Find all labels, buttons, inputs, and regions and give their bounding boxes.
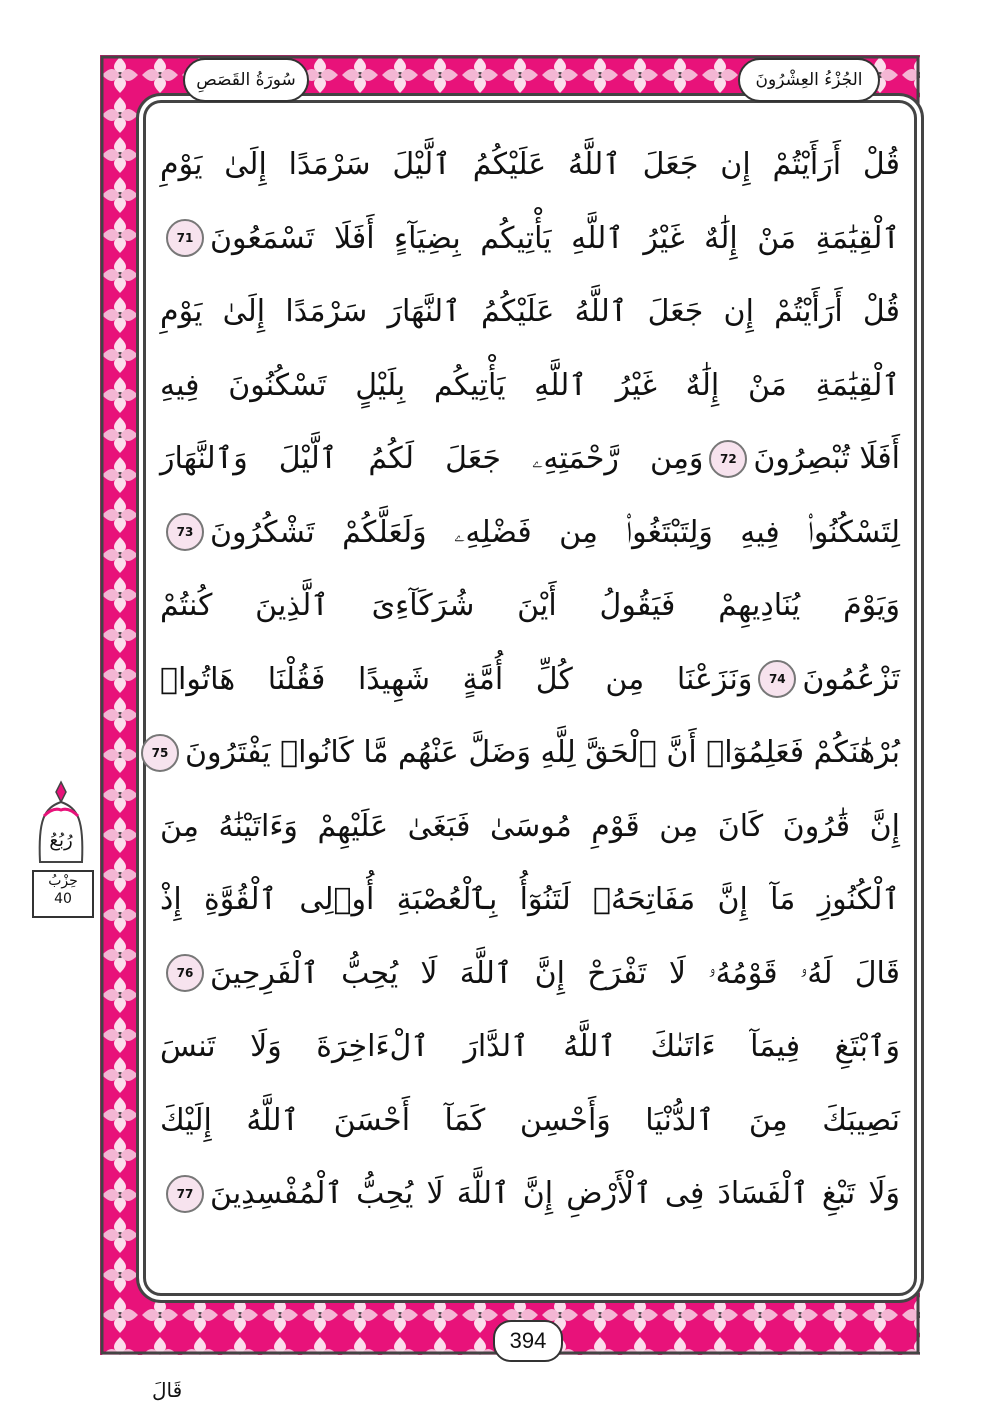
line-text: وَٱبْتَغِ فِيمَآ ءَاتَىٰكَ ٱللَّهُ ٱلدَّارَ ٱلْءَاخِرَةَ وَلَا تَنسَ [160, 1029, 900, 1065]
verse-line [160, 790, 900, 864]
verse-line [160, 643, 900, 717]
line-text: ٱلْكُنُوزِ مَآ إِنَّ مَفَاتِحَهُۥ لَتَنُوٓأُ بِٱلْعُصْبَةِ أُو۟لِى ٱلْقُوَّةِ إِذْ [160, 882, 900, 918]
hizb-word: حِزْبُ [48, 873, 78, 889]
verse-lines [151, 128, 900, 1231]
verse-line [160, 863, 900, 937]
surah-name-label: سُورَةُ القَصَصِ [183, 58, 309, 102]
page-number: 394 [493, 1320, 563, 1362]
line-text: قُلْ أَرَأَيْتُمْ إِن جَعَلَ ٱللَّهُ عَلَيْكُمُ ٱلَّيْلَ سَرْمَدًا إِلَىٰ يَوْمِ [160, 147, 900, 183]
line-text: ٱلْقِيَٰمَةِ مَنْ إِلَٰهٌ غَيْرُ ٱللَّهِ يَأْتِيكُم بِلَيْلٍ تَسْكُنُونَ فِيهِ [160, 367, 900, 403]
line-text: نَصِيبَكَ مِنَ ٱلدُّنْيَا وَأَحْسِن كَمَآ أَحْسَنَ ٱللَّهُ إِلَيْكَ [160, 1102, 900, 1138]
ayah-number-marker: 77 [166, 1175, 204, 1213]
verse-line [151, 716, 900, 790]
verse-line [160, 569, 900, 643]
hizb-marker [30, 780, 92, 920]
ayah-number-marker: 73 [166, 513, 204, 551]
rub-label: رُبُعُ [49, 829, 73, 851]
line-text: أَفَلَا تُبْصِرُونَ [753, 441, 900, 477]
ayah-number-marker: 74 [758, 660, 796, 698]
verse-line [160, 275, 900, 349]
line-text: وَيَوْمَ يُنَادِيهِمْ فَيَقُولُ أَيْنَ شُرَكَآءِىَ ٱلَّذِينَ كُنتُمْ [160, 588, 900, 624]
verse-line [160, 202, 900, 276]
verse-line [160, 422, 900, 496]
ayah-number-marker: 71 [166, 219, 204, 257]
verse-line [160, 496, 900, 570]
ayah-number-marker: 72 [709, 440, 747, 478]
line-text: بُرْهَٰنَكُمْ فَعَلِمُوٓا۟ أَنَّ ٱلْحَقَّ لِلَّهِ وَضَلَّ عَنْهُم مَّا كَانُوا۟ يَفْتَرُونَ [184, 735, 900, 771]
verse-line [160, 1010, 900, 1084]
line-text-continued: وَنَزَعْنَا مِن كُلِّ أُمَّةٍ شَهِيدًا فَقُلْنَا هَاتُوا۟ [160, 661, 753, 697]
line-text: تَزْعُمُونَ [802, 661, 900, 697]
line-text: وَلَا تَبْغِ ٱلْفَسَادَ فِى ٱلْأَرْضِ إِنَّ ٱللَّهَ لَا يُحِبُّ ٱلْمُفْسِدِينَ [210, 1176, 900, 1212]
ayah-number-marker: 75 [141, 734, 179, 772]
line-text: قَالَ لَهُۥ قَوْمُهُۥ لَا تَفْرَحْ إِنَّ ٱللَّهَ لَا يُحِبُّ ٱلْفَرِحِينَ [210, 955, 900, 991]
catchword: قَالَ [152, 1378, 183, 1402]
verse-line [160, 1157, 900, 1231]
verse-line [160, 349, 900, 423]
juz-name-label: الجُزْءُ العِشْرُونَ [738, 58, 880, 102]
ayah-number-marker: 76 [166, 954, 204, 992]
hizb-label [32, 870, 94, 918]
line-text: إِنَّ قَٰرُونَ كَانَ مِن قَوْمِ مُوسَىٰ فَبَغَىٰ عَلَيْهِمْ وَءَاتَيْنَٰهُ مِنَ [160, 808, 900, 844]
line-text: قُلْ أَرَأَيْتُمْ إِن جَعَلَ ٱللَّهُ عَلَيْكُمُ ٱلنَّهَارَ سَرْمَدًا إِلَىٰ يَوْمِ [160, 294, 900, 330]
verse-line [160, 128, 900, 202]
verse-line [160, 1084, 900, 1158]
hizb-number: 40 [54, 891, 72, 907]
line-text: لِتَسْكُنُوا۟ فِيهِ وَلِتَبْتَغُوا۟ مِن فَضْلِهِۦ وَلَعَلَّكُمْ تَشْكُرُونَ [210, 514, 900, 550]
line-text: ٱلْقِيَٰمَةِ مَنْ إِلَٰهٌ غَيْرُ ٱللَّهِ يَأْتِيكُم بِضِيَآءٍ أَفَلَا تَسْمَعُونَ [210, 220, 900, 256]
verse-line [160, 937, 900, 1011]
line-text-continued: وَمِن رَّحْمَتِهِۦ جَعَلَ لَكُمُ ٱلَّيْلَ وَٱلنَّهَارَ [160, 441, 704, 477]
